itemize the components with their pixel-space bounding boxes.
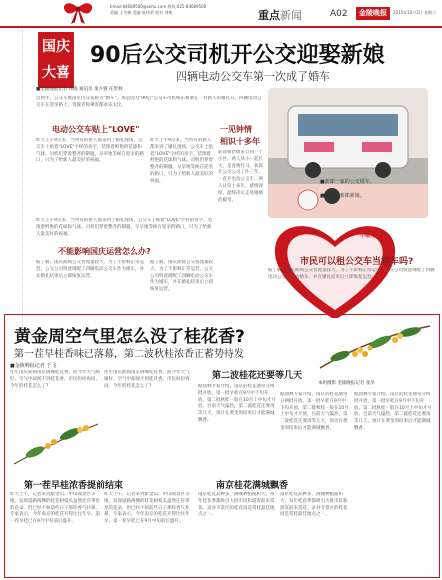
story1-lead: 这两年，公交车被南京民众戏称为"婚车"，那是因为"90后"公交车司机杨东和梁在一对新人的婚礼日，四辆电动公交车在迎亲路上，驾驶者和乘客都欢乐无比。	[36, 96, 262, 108]
story2-sub3-text: 南京桂花品种多，满城种植面积大，每年桂花季都吸引大批市民和游客前来赏花。灵谷寺景区的桂花园是赏桂最佳地点之一。	[198, 492, 275, 518]
story1-sub2: 一见钟情	[220, 125, 252, 134]
photo-caption-2: ■幸福的新郎新娘。	[320, 193, 365, 199]
question-headline: 市民可以租公交车当婚车吗?	[300, 257, 414, 267]
header-meta: Email:84689500@sohu.com 热线:025-84689500 责编 王雪梅 美编 陈伟荣 校对 刘敏	[110, 4, 207, 15]
story1-sub3: 不能影响国庆运营怎么办?	[58, 247, 151, 256]
story1-sub3-text-col2: 据了解，国庆期间公交客流量较大，为了不影响正常运营，公交公司特意调配了四辆电动公交车作为婚车，并在婚礼结束后立即恢复运营。	[150, 260, 213, 293]
story1-subhead: 四辆电动公交车第一次成了婚车	[176, 70, 330, 83]
story1-sub1-text-col2: 昨天上午9点多，当所有的新人都来到了婚礼现场，公交车上贴着"LOVE"字样的喜字，装饰着鲜艳的花球和气球。司机们穿着整齐的制服，早早地等候在迎亲的路口，只为了给新人最美好的祝福。	[150, 138, 213, 184]
newspaper-logo: 金陵晚报	[356, 7, 390, 20]
issue-date: 2015年10月3日 星期六	[393, 10, 437, 15]
story2-sub1-text-col2: 昨天上午，记者来到紫金山、中山陵景区等地，发现道路两侧的桂花树枝头虽然还有零星的花朵，但已经不如前些日子那样香气扑鼻。专家表示，今年南京的桂花开得比往年早，第一茬早桂已在9月中旬前后盛开。	[104, 492, 190, 525]
story1-headline: 90后公交司机开公交迎娶新娘	[90, 43, 385, 68]
story2-sub3: 南京桂花满城飘香	[216, 481, 289, 491]
story1-sub1-text: 昨天上午9点多，当所有的新人都来到了婚礼现场，公交车上贴着"LOVE"字样的喜字，装饰着鲜艳的花球和气球。司机们穿着整齐的制服，早早地等候在迎亲的路口，只为了给新人最美好的祝福。	[36, 138, 144, 164]
story2-byline: ■金陵晚报记者 于飞	[10, 363, 57, 369]
photo-caption-1: ■新郎一家的公交婚车。	[320, 179, 375, 185]
story2-right-column: 据园林专家介绍，南京的桂花通常分两批开放，第一批早桂在9月中下旬开放，第二批秋桂一般在10月上中旬才开放。目前天气偏热，第二波桂花还要再等几天，预计在黄金周结束后才能满城飘香。	[354, 392, 432, 431]
story2-sub2: 第二波桂花还要等几天	[212, 371, 303, 381]
story2-sub1: 第一茬早桂浓香提前结束	[24, 481, 124, 491]
osmanthus-branch-photo	[10, 404, 102, 474]
left-margin-strip	[0, 30, 23, 330]
heart-caption: 小晴儿	[360, 233, 376, 239]
section-name: 重点新闻	[258, 9, 302, 22]
question-text: 据了解，国庆期间公交客流量较大，为了不影响正常运营，公交公司特意调配了四辆电动公交车作为婚车，并在婚礼结束后立即恢复运营。	[268, 268, 435, 280]
story2-headline: 黄金周空气里怎么没了桂花香?	[14, 327, 245, 347]
story1-body-mid: 昨天上午9点多，当所有的新人都来到了婚礼现场，公交车上贴着"LOVE"字样的喜字，装饰着鲜艳的花球和气球。司机们穿着整齐的制服，早早地等候在迎亲的路口，只为了给新人最美好的祝福。	[36, 218, 213, 237]
story1-byline: ■金陵晚报记者 徐晓 通讯员 童方强 任贵林	[36, 87, 123, 92]
story2-lead-col2: 往年国庆期间南京满城桂花香，而今年天气晴好，空气中却闻不到桂花香。市民纷纷询问，今年的桂花怎么了?	[104, 370, 190, 389]
badge-line2: 大喜	[38, 58, 74, 88]
story2-sub3-text-col2: 南京桂花品种多，满城种植面积大，每年桂花季都吸引大批市民和游客前来赏花。灵谷寺景区的桂花园是赏桂最佳地点之一。	[280, 492, 348, 518]
bow-icon	[58, 0, 98, 26]
page-number: A02	[330, 9, 348, 19]
story2-sub2-text: 据园林专家介绍，南京的桂花通常分两批开放，第一批早桂在9月中下旬开放，第二批秋桂一般在10月上中旬才开放。目前天气偏热，第二波桂花还要再等几天，预计在黄金周结束后才能满城飘香。	[198, 384, 276, 423]
story1-sub1: 电动公交车贴上"LOVE"	[52, 125, 140, 134]
story2-subhead: 第一茬早桂香味已落幕，第二波秋桂浓香正蓄势待发	[14, 349, 244, 360]
story1-sub2-text: 新郎和新娘来自同一个小区，两人从小一起长大，是青梅竹马。新郎在公交公司工作三年，一直开电动公交车，两人认识十多年，感情深厚，最终决定走进婚姻的殿堂。	[218, 150, 263, 203]
story2-lead: 往年国庆期间南京满城桂花香，而今年天气晴好，空气中却闻不到桂花香。市民纷纷询问，今年的桂花怎么了?	[10, 370, 100, 389]
story2-sub2-text-col2: 据园林专家介绍，南京的桂花通常分两批开放，第一批早桂在9月中下旬开放，第二批秋桂一般在10月上中旬才开放。目前天气偏热，第二波桂花还要再等几天，预计在黄金周结束后才能满城飘香。	[280, 392, 349, 431]
badge-line1: 国庆	[38, 32, 74, 62]
story1-sub3-text: 据了解，国庆期间公交客流量较大，为了不影响正常运营，公交公司特意调配了四辆电动公交车作为婚车，并在婚礼结束后立即恢复运营。	[36, 260, 144, 279]
story2-photo-credit: 本组摄影 金陵晚报记者 张华	[318, 381, 375, 386]
story2-sub1-text: 昨天上午，记者来到紫金山、中山陵景区等地，发现道路两侧的桂花树枝头虽然还有零星的花朵，但已经不如前些日子那样香气扑鼻。专家表示，今年南京的桂花开得比往年早，第一茬早桂已在9月中旬前后盛开。	[10, 492, 100, 525]
story1-sub2b: 相识十多年	[220, 137, 260, 146]
osmanthus-photo	[310, 318, 434, 378]
